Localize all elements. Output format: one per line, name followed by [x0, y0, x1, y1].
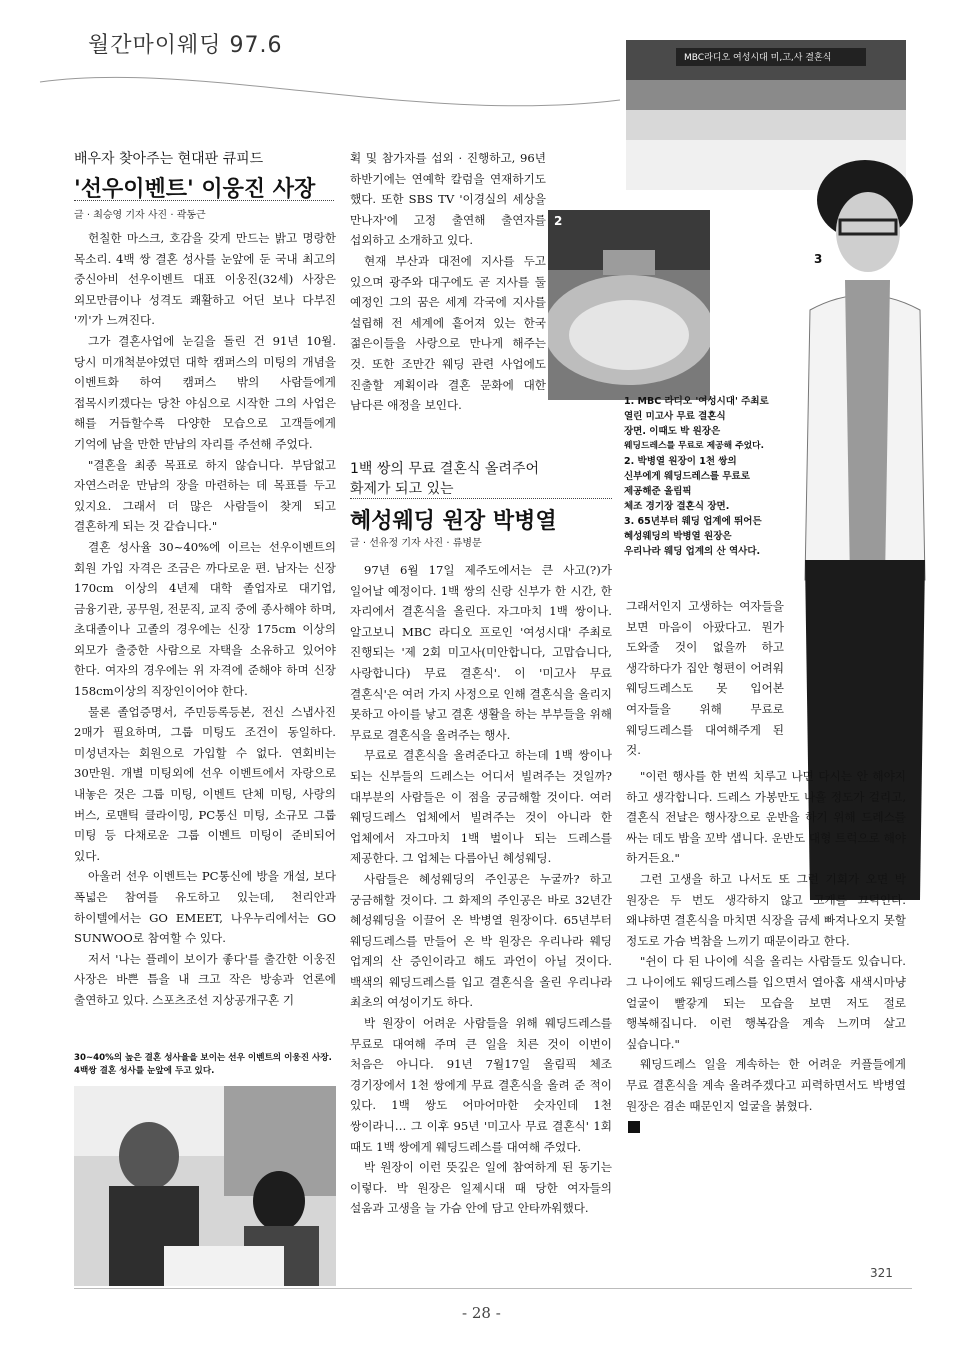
article2-body — [350, 560, 612, 1219]
photos-caption-line: 신부에게 웨딩드레스를 무료로 — [624, 471, 750, 482]
col3-paragraph: 그래서인지 고생하는 여자들을 보면 마음이 아팠다고. 뭔가 도와줄 것이 없을까 하고 생각하다가 집안 형편이 어려워 웨딩드레스도 못 입어본 여자들을 위해 무료로 웨딩드레스를 대여해주게 된 것. — [626, 599, 784, 758]
photos-caption — [624, 394, 784, 559]
col3-paragraph: "이런 행사를 한 번씩 치루고 나면 다시는 안 해야지 하고 생각합니다. 드레스 가봉만도 나흘 정도가 걸리고, 결혼식 전날은 행사장으로 운반을 하기 위해 드레스를 싸는 데도 밤을 꼬박 샙니다. 운반도 대형 트럭으로 해야 하거든요." — [626, 769, 906, 866]
article2-paragraph: 박 원장이 이런 뜻깊은 일에 참여하게 된 동기는 이렇다. 박 원장은 일제시대 때 당한 여자들의 설움과 고생을 늘 가슴 안에 담고 안타까워했다. — [350, 1160, 612, 1216]
article2-paragraph: 97년 6월 17일 제주도에서는 큰 사고(?)가 일어날 예정이다. 1백 쌍의 신랑 신부가 한 시간, 한 자리에서 결혼식을 올린다. 자그마치 1백 쌍이나. 알고보니 MBC 라디오 프로인 '여성시대' 주최로 진행되는 '제 2회 미고사(미안합니다, 고맙습니다, 사랑합니다) 무료 결혼식'. 이 '미고사 무료 결혼식'은 여러 가지 사정으로 인해 결혼식을 올리지 못하고 아이를 낳고 결혼 생활을 하는 부부들을 위해 무료로 결혼식을 올려주는 행사. — [350, 563, 612, 742]
article1-paragraph: "결혼을 최종 목표로 하지 않습니다. 부담없고 자연스러운 만남의 장을 마련하는 데 목표를 두고 있지요. 그래서 더 많은 사람들이 찾게 되고 결혼하게 되는 것 같습니다." — [74, 457, 336, 534]
col3-body-narrow — [626, 596, 784, 761]
photos-caption-line: 제공해준 올림픽 — [624, 486, 692, 497]
col2-top-body — [350, 148, 546, 416]
article1-kicker: 배우자 찾아주는 현대판 큐피드 — [74, 151, 264, 167]
col2-paragraph: 현재 부산과 대전에 지사를 두고 있으며 광주와 대구에도 곧 지사를 둘 예정인 그의 꿈은 세계 각국에 지사를 설립해 전 세계에 흩어져 있는 한국 젊은이들을 사랑으로 만나게 해주는 것. 또한 조만간 웨딩 관련 사업에도 진출할 계획이라 결혼 문화에 대한 남다른 애정을 보인다. — [350, 253, 546, 413]
article1-photo-caption: 30~40%의 높은 결혼 성사율을 보이는 선우 이벤트의 이웅진 사장. 4백쌍 결혼 성사를 눈앞에 두고 있다. — [74, 1053, 332, 1076]
article2-kicker-line1: 1백 쌍의 무료 결혼식 올려주어 — [350, 461, 539, 477]
inner-page-number: 321 — [870, 1266, 893, 1280]
interview-photo — [74, 1086, 336, 1286]
article1-headline: '선우이벤트' 이웅진 사장 — [74, 177, 316, 202]
photos-caption-line: 우리나라 웨딩 업계의 산 역사다. — [624, 546, 761, 557]
article1-paragraph: 헌칠한 마스크, 호감을 갖게 만드는 밝고 명랑한 목소리. 4백 쌍 결혼 성사를 눈앞에 둔 국내 최고의 중신아비 선우이벤트 대표 이웅진(32세) 사장은 외모만큼이나 성격도 쾌활하고 어딘 보나 다부진 '끼'가 느껴진다. — [74, 231, 336, 328]
article2-paragraph: 박 원장이 어려운 사람들을 위해 웨딩드레스를 무료로 대여해 주며 큰 일을 치른 것이 이번이 처음은 아니다. 91년 7월17일 올림픽 체조 경기장에서 1천 쌍에게 무료 결혼식을 올려 준 적이 있다. 1백 쌍도 어마어마한 숫자인데 1천 쌍이라니… 그 이후 95년 '미고사 무료 결혼식' 1회 때도 1백 쌍에게 웨딩드레스를 대여해 주었다. — [350, 1016, 612, 1154]
col3-paragraph: "쉰이 다 된 나이에 식을 올리는 사람들도 있습니다. 그 나이에도 웨딩드레스를 입으면서 열아홉 새색시마냥 얼굴이 빨갛게 되는 모습을 보면 저도 절로 행복해집니다. 이런 행복감을 계속 느끼며 살고 싶습니다." — [626, 954, 906, 1051]
article1-paragraph: 저서 '나는 플레이 보이가 좋다'를 출간한 이웅진 사장은 바쁜 틈을 내 크고 작은 방송과 언론에 출연하고 있다. 스포츠조선 지상공개구혼 기 — [74, 951, 336, 1007]
photo-2-crowd — [548, 210, 710, 400]
article2-byline: 글 · 선유정 기자 사진 · 류병문 — [350, 538, 482, 549]
end-mark-icon — [628, 1121, 640, 1133]
article1-byline: 글 · 최승영 기자 사진 · 곽동근 — [74, 210, 206, 221]
photos-caption-line: 혜성웨딩의 박병열 원장은 — [624, 531, 732, 542]
photo-1-banner: MBC라디오 여성시대 미,고,사 결혼식 — [684, 53, 832, 63]
footer-rule — [74, 1288, 912, 1289]
photos-caption-line: 체조 경기장 결혼식 장면. — [624, 501, 730, 512]
photos-caption-line: 3. 65년부터 웨딩 업계에 뛰어든 — [624, 516, 762, 527]
article1-paragraph: 물론 졸업증명서, 주민등록등본, 전신 스냅사진 2매가 필요하며, 그룹 미팅도 조건이 동일하다. 미성년자는 회원으로 가입할 수 없다. 연회비는 30만원. 개별 미팅외에 선우 이벤트에서 자랑으로 내놓은 것은 그룹 미팅, 이벤트 단체 미팅, 사랑의 버스, 로맨틱 클라이밍, PC통신 미팅, 소규모 그룹 미팅 등 다채로운 그룹 이벤트 미팅이 준비되어 있다. — [74, 704, 336, 863]
col2-paragraph: 획 및 참가자를 섭외 · 진행하고, 96년 하반기에는 연예학 칼럼을 연재하기도 했다. 또한 SBS TV '이경실의 세상을 만나자'에 고정 출연해 출연자를 섭외하고 소개하고 있다. — [350, 151, 546, 248]
photos-caption-line: 웨딩드레스를 무료로 제공해 주었다. — [624, 441, 764, 451]
article1-body — [74, 228, 336, 1011]
article1-rule — [74, 200, 334, 201]
article1-paragraph: 아울러 선우 이벤트는 PC통신에 방을 개설, 보다 폭넓은 참여를 유도하고 있는데, 천리안과 하이텔에서는 GO EMEET, 나우누리에서는 GO SUNWOO로 참여할 수 있다. — [74, 869, 336, 946]
col3-paragraph: 웨딩드레스 일을 계속하는 한 어려운 커플들에게 무료 결혼식을 계속 올려주겠다고 피력하면서도 박병열 원장은 겸손 때문인지 얼굴을 붉혔다. — [626, 1057, 906, 1113]
handwritten-note: 월간마이웨딩 97.6 — [88, 33, 283, 58]
article2-rule — [350, 498, 612, 499]
photo-2-number: 2 — [554, 214, 563, 228]
article2-headline: 혜성웨딩 원장 박병열 — [350, 509, 557, 534]
footer-page-number: - 28 - — [462, 1304, 501, 1322]
col3-paragraph: 그런 고생을 하고 나서도 또 그런 기회가 오면 박 원장은 두 번도 생각하지 않고 고개를 끄덕인다. 왜냐하면 결혼식을 마치면 식장을 금세 빠져나오지 못할 정도로 가슴 벅참을 느끼기 때문이라고 한다. — [626, 871, 906, 948]
article1-paragraph: 그가 결혼사업에 눈길을 돌린 건 91년 10월. 당시 미개척분야였던 대학 캠퍼스의 미팅의 개념을 이벤트화 하여 캠퍼스 밖의 사람들에게 접목시키겠다는 당찬 야심으로 시작한 그의 사업은 해를 거듭할수록 다양한 모습으로 고객들에게 기억에 남을 만한 만남의 자리를 주선해 주었다. — [74, 333, 336, 451]
interview-photo-image — [74, 1086, 336, 1286]
col3-body — [626, 766, 906, 1135]
photo-3-number: 3 — [814, 252, 823, 266]
article2-paragraph: 사람들은 혜성웨딩의 주인공은 누굴까? 하고 궁금해할 것이다. 그 화제의 주인공은 바로 32년간 혜성웨딩을 이끌어 온 박병열 원장이다. 65년부터 웨딩드레스를 만들어 온 박 원장은 우리나라 웨딩 업계의 산 증인이라고 해도 과언이 아닐 것이다. 백색의 웨딩드레스를 입고 결혼식을 올린 우리나라 최초의 여성이기도 하다. — [350, 871, 612, 1010]
photos-caption-line: 열린 미고사 무료 결혼식 — [624, 411, 726, 422]
article2-kicker-line2: 화제가 되고 있는 — [350, 481, 454, 497]
photo-2-image — [548, 210, 710, 400]
photos-caption-line: 장면. 이때도 박 원장은 — [624, 426, 721, 437]
article2-paragraph: 무료로 결혼식을 올려준다고 하는데 1백 쌍이나 되는 신부들의 드레스는 어디서 빌려주는 것일까? 대부분의 사람들은 이 점을 궁금해할 것이다. 여러 웨딩드레스 업체에서 빌려주는 것이 아니라 한 업체에서 자그마치 1백 벌이나 되는 드레스를 제공한다. 그 업체는 다름아닌 혜성웨딩. — [350, 748, 612, 866]
article1-paragraph: 결혼 성사율 30~40%에 이르는 선우이벤트의 회원 가입 자격은 조금은 까다로운 편. 남자는 신장 170cm 이상의 4년제 대학 졸업자로 대기업, 금융기관, 공무원, 전문직, 교직 중에 종사해야 하며, 초대졸이나 고졸의 경우에는 신장 175cm 이상의 외모가 출중한 사람으로 자택을 소유하고 있어야 한다. 여자의 경우에는 위 자격에 준해야 하며 신장 158cm이상의 직장인이어야 한다. — [74, 539, 336, 699]
photos-caption-line: 1. MBC 라디오 '여성시대' 주최로 — [624, 396, 769, 407]
photos-caption-line: 2. 박병열 원장이 1천 쌍의 — [624, 456, 737, 467]
